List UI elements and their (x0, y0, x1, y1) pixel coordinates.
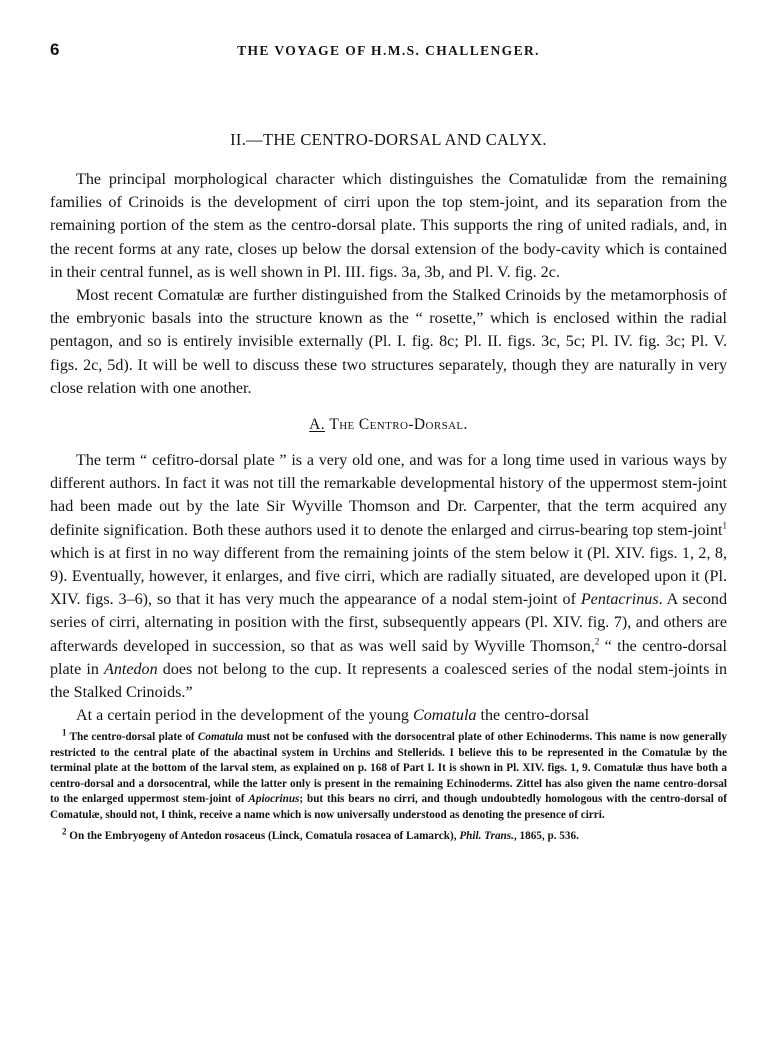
genus-name: Pentacrinus (580, 591, 659, 609)
text-run: the centro-dorsal (476, 707, 590, 725)
text-run: On the Embryogeny of Antedon rosaceus (Linck, Comatula rosacea of Lamarck), (66, 829, 460, 842)
genus-name: Comatula (412, 707, 477, 725)
text-run: “ the centro-dorsal plate in (50, 637, 727, 678)
footnotes (50, 727, 727, 844)
running-title: THE VOYAGE OF H.M.S. CHALLENGER. (237, 43, 540, 58)
subsection-letter: A. (309, 416, 326, 434)
text-run: . A second series of cirri, alternating in position with the first, subsequently appears (Pl. XIV. fig. 7), and others are afterwards developed in succession, so that as was well said by Wyville Thomson, (50, 591, 727, 655)
text-run: must not be confused with the dorsocentral plate of other Echinoderms. This name is now generally restricted to the central plate of the abactinal system in Urchins and Stellerids. I believe this to be represented in the Comatulæ by the terminal plate at the bottom of the larval stem, as explained on p. 168 of Part I. It is shown in Pl. XIV. figs. 1, 9. Comatulæ thus have both a centro-dorsal and a dorsocentral, while the latter only is present in the remaining Echinoderms. Zittel has also given the name centro-dorsal to the enlarged uppermost stem-joint of (50, 731, 727, 806)
footnote-ref-1: 1 (722, 520, 727, 531)
footnote-1 (50, 727, 727, 822)
text-run: The term “ cefitro-dorsal plate ” is a very old one, and was for a long time used in various ways by different authors. In fact it was not till the remarkable developmental history of the uppermost stem-joint had been made out by the late Sir Wyville Thomson and Dr. Carpenter, that the term acquired any definite signification. Both these authors used it to denote the enlarged and cirrus-bearing top stem-joint (50, 452, 727, 539)
text-run: ; but this bears no cirri, and though undoubtedly homologous with the centro-dorsal of Comatulæ, should not, I think, receive a name which is now universally understood as denoting the presence of cirri. (50, 793, 727, 821)
journal-title: Phil. Trans. (459, 829, 514, 842)
subsection-paragraph-2 (50, 704, 727, 727)
footnote-ref-2: 2 (594, 636, 600, 647)
genus-name: Comatula (197, 731, 244, 744)
book-page (50, 40, 727, 844)
section-paragraph-1: The principal morphological character which distinguishes the Comatulidæ from the remaining families of Crinoids is the development of cirri upon the top stem-joint, and its separation from the remaining portion of the stem as the centro-dorsal plate. This supports the ring of united radials, and, in the recent forms at any rate, closes up below the dorsal extension of the body-cavity which is contained in their central funnel, as is well shown in Pl. III. figs. 3a, 3b, and Pl. V. fig. 2c. (50, 171, 727, 281)
section-title: II.—THE CENTRO-DORSAL AND CALYX. (230, 130, 547, 149)
section-paragraph-2: Most recent Comatulæ are further distinguished from the Stalked Crinoids by the metamorphosis of the embryonic basals into the structure known as the “ rosette,” which is enclosed within the radial pentagon, and so is entirely invisible externally (Pl. I. fig. 8c; Pl. II. figs. 3c, 5c; Pl. IV. fig. 3c; Pl. V. figs. 2c, 5d). It will be well to discuss these two structures separately, though they are naturally in very close relation with one another. (50, 287, 727, 397)
text-run: , 1865, p. 536. (513, 829, 579, 842)
footnote-2 (50, 826, 727, 844)
footnote-marker: 1 (62, 727, 67, 738)
text-run: At a certain period in the development of the young (76, 707, 413, 725)
running-head (50, 40, 727, 66)
text-run: does not belong to the cup. It represents a coalesced series of the nodal stem-joints in the Stalked Crinoids.” (50, 660, 727, 702)
footnote-marker: 2 (62, 826, 67, 837)
subsection-heading (50, 416, 727, 434)
subsection-paragraph-1 (50, 449, 727, 704)
genus-name: Antedon (104, 660, 158, 678)
subsection-title: The Centro-Dorsal. (329, 416, 468, 434)
text-run: which is at first in no way different from the remaining joints of the stem below it (Pl. XIV. figs. 1, 2, 8, 9). Eventually, however, it enlarges, and five cirri, which are radially situated, are developed upon it (Pl. XIV. figs. 3–6), so that it has very much the appearance of a nodal stem-joint of (50, 544, 727, 609)
genus-name: Apiocrinus (248, 793, 300, 806)
text-run: The centro-dorsal plate of (66, 731, 198, 744)
page-number: 6 (50, 40, 60, 59)
